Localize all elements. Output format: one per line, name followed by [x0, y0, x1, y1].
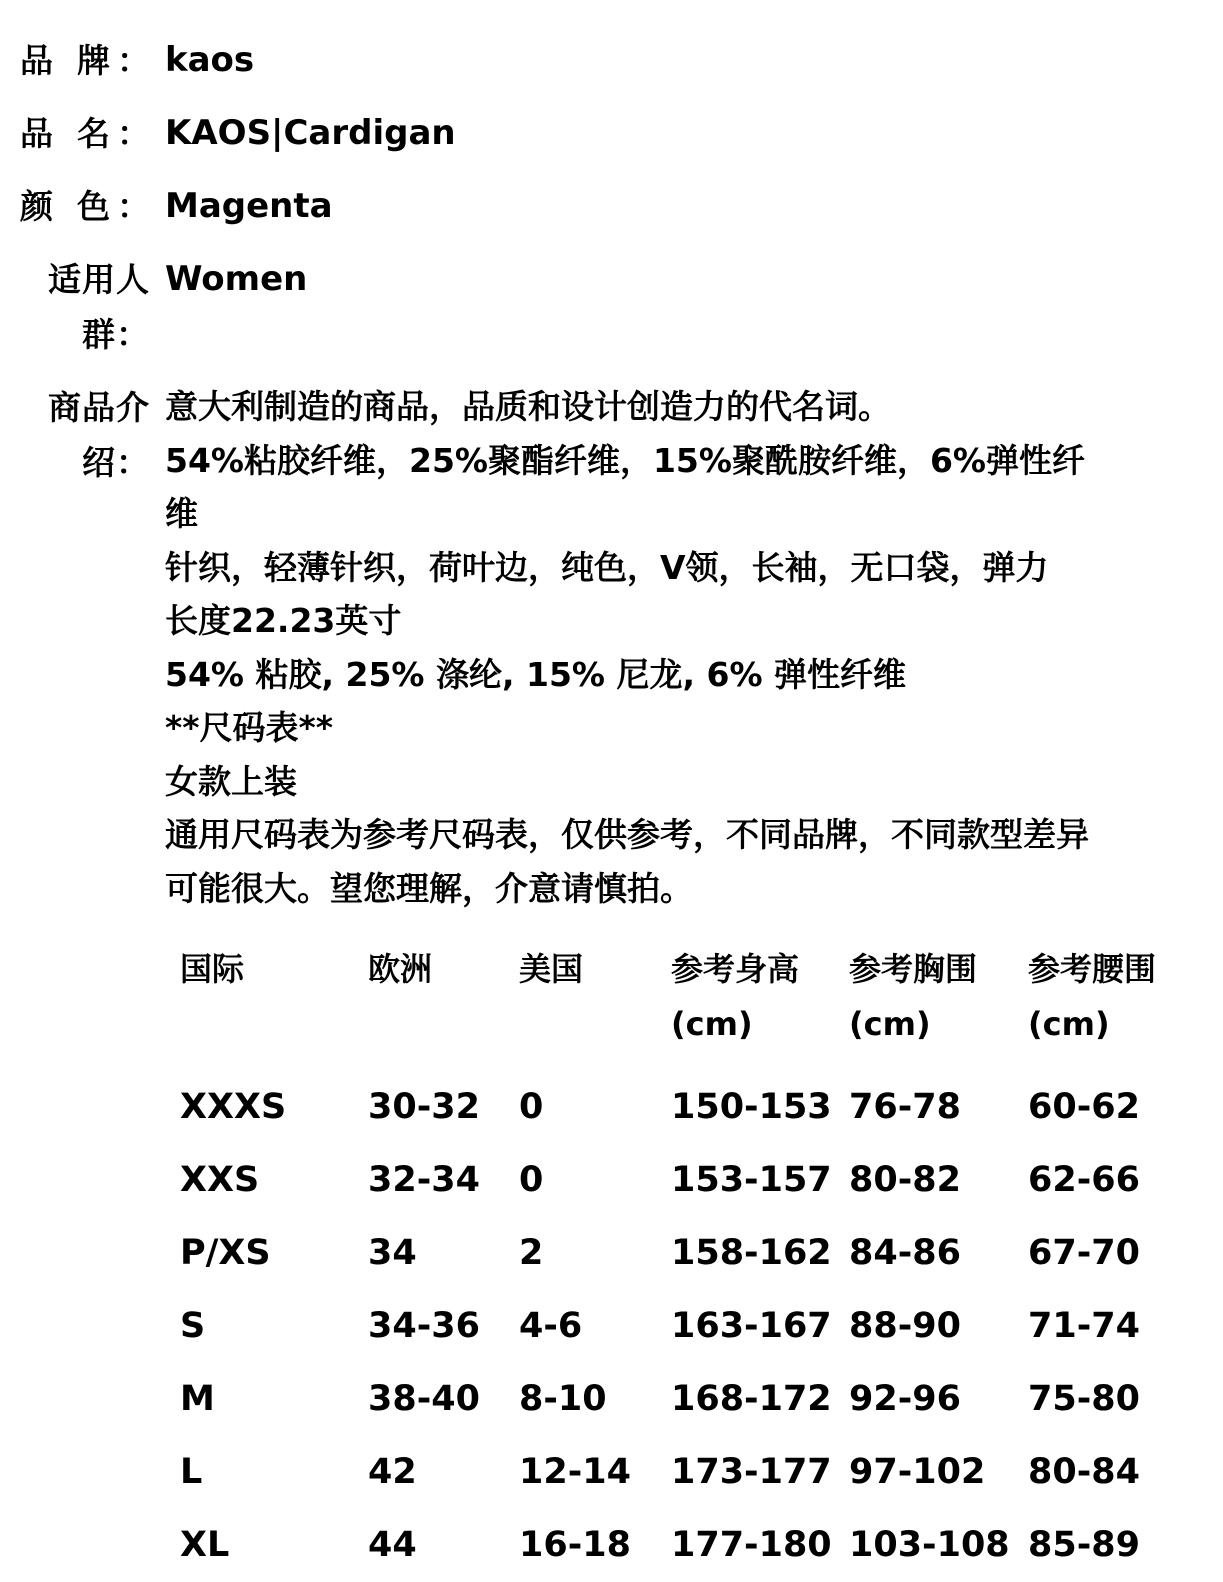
audience-value: Women	[165, 259, 308, 299]
size-cell: 2	[519, 1233, 544, 1273]
product-name-value: KAOS|Cardigan	[165, 113, 456, 153]
size-cell: 80-84	[1028, 1452, 1140, 1492]
size-cell: 97-102	[849, 1452, 986, 1492]
size-cell: 44	[368, 1525, 417, 1565]
size-cell: XXS	[180, 1160, 260, 1200]
size-cell: 173-177	[671, 1452, 832, 1492]
size-chart-table	[180, 942, 1208, 1582]
header-us: 美国	[519, 950, 584, 988]
table-row	[180, 1436, 1208, 1509]
header-waist: 参考腰围 (cm)	[1028, 950, 1157, 1043]
size-cell: 8-10	[519, 1379, 607, 1419]
description-line: 可能很大。望您理解，介意请慎拍。	[165, 868, 693, 908]
description-line: 长度22.23英寸	[165, 601, 402, 640]
audience-label: 适用人 群：	[48, 260, 150, 354]
description-line: 54% 粘胶, 25% 涤纶, 15% 尼龙, 6% 弹性纤维	[165, 654, 907, 694]
description-line: 维	[165, 494, 198, 533]
header-international: 国际	[180, 950, 245, 988]
description-line: 54%粘胶纤维，25%聚酯纤维，15%聚酰胺纤维，6%弹性纤	[165, 440, 1085, 480]
size-cell: 158-162	[671, 1233, 832, 1273]
size-cell: 0	[519, 1087, 544, 1127]
size-cell: 163-167	[671, 1306, 832, 1346]
size-cell: 60-62	[1028, 1087, 1140, 1127]
header-bust: 参考胸围 (cm)	[849, 950, 978, 1043]
description-label: 商品介 绍：	[48, 388, 150, 482]
description-line: **尺码表**	[165, 708, 334, 747]
size-cell: 103-108	[849, 1525, 1010, 1565]
size-cell: 168-172	[671, 1379, 832, 1419]
size-cell: 76-78	[849, 1087, 961, 1127]
size-cell: 0	[519, 1160, 544, 1200]
size-cell: L	[180, 1452, 203, 1492]
table-row	[180, 1144, 1208, 1217]
size-cell: 30-32	[368, 1087, 480, 1127]
description-line: 针织，轻薄针织，荷叶边，纯色，V领，长袖，无口袋，弹力	[165, 547, 1049, 587]
size-cell: 12-14	[519, 1452, 631, 1492]
size-cell: 42	[368, 1452, 417, 1492]
size-cell: 153-157	[671, 1160, 832, 1200]
size-cell: 38-40	[368, 1379, 480, 1419]
size-chart-header-row	[180, 942, 1208, 1071]
size-cell: XL	[180, 1525, 230, 1565]
size-cell: 150-153	[671, 1087, 832, 1127]
size-cell: 75-80	[1028, 1379, 1140, 1419]
description-line: 通用尺码表为参考尺码表，仅供参考，不同品牌，不同款型差异	[165, 815, 1089, 854]
size-cell: 71-74	[1028, 1306, 1140, 1346]
table-row	[180, 1217, 1208, 1290]
size-cell: 80-82	[849, 1160, 961, 1200]
size-cell: 16-18	[519, 1525, 631, 1565]
table-row	[180, 1290, 1208, 1363]
header-height: 参考身高 (cm)	[671, 950, 800, 1043]
header-europe: 欧洲	[368, 950, 433, 988]
size-cell: M	[180, 1379, 215, 1419]
description-line: 女款上装	[165, 761, 297, 801]
size-cell: P/XS	[180, 1233, 271, 1273]
size-cell: 34-36	[368, 1306, 480, 1346]
size-cell: 85-89	[1028, 1525, 1140, 1565]
size-cell: 92-96	[849, 1379, 961, 1419]
size-cell: 34	[368, 1233, 417, 1273]
size-cell: 84-86	[849, 1233, 961, 1273]
size-cell: 32-34	[368, 1160, 480, 1200]
description-text	[165, 380, 1215, 915]
size-cell: 67-70	[1028, 1233, 1140, 1273]
description-line: 意大利制造的商品，品质和设计创造力的代名词。	[165, 387, 891, 426]
size-cell: 62-66	[1028, 1160, 1140, 1200]
table-row	[180, 1071, 1208, 1144]
size-cell: XXXS	[180, 1087, 287, 1127]
size-cell: 88-90	[849, 1306, 961, 1346]
size-cell: 4-6	[519, 1306, 583, 1346]
brand-value: kaos	[165, 40, 255, 80]
size-cell: 177-180	[671, 1525, 832, 1565]
table-row	[180, 1363, 1208, 1436]
size-cell: S	[180, 1306, 206, 1346]
color-value: Magenta	[165, 186, 333, 226]
